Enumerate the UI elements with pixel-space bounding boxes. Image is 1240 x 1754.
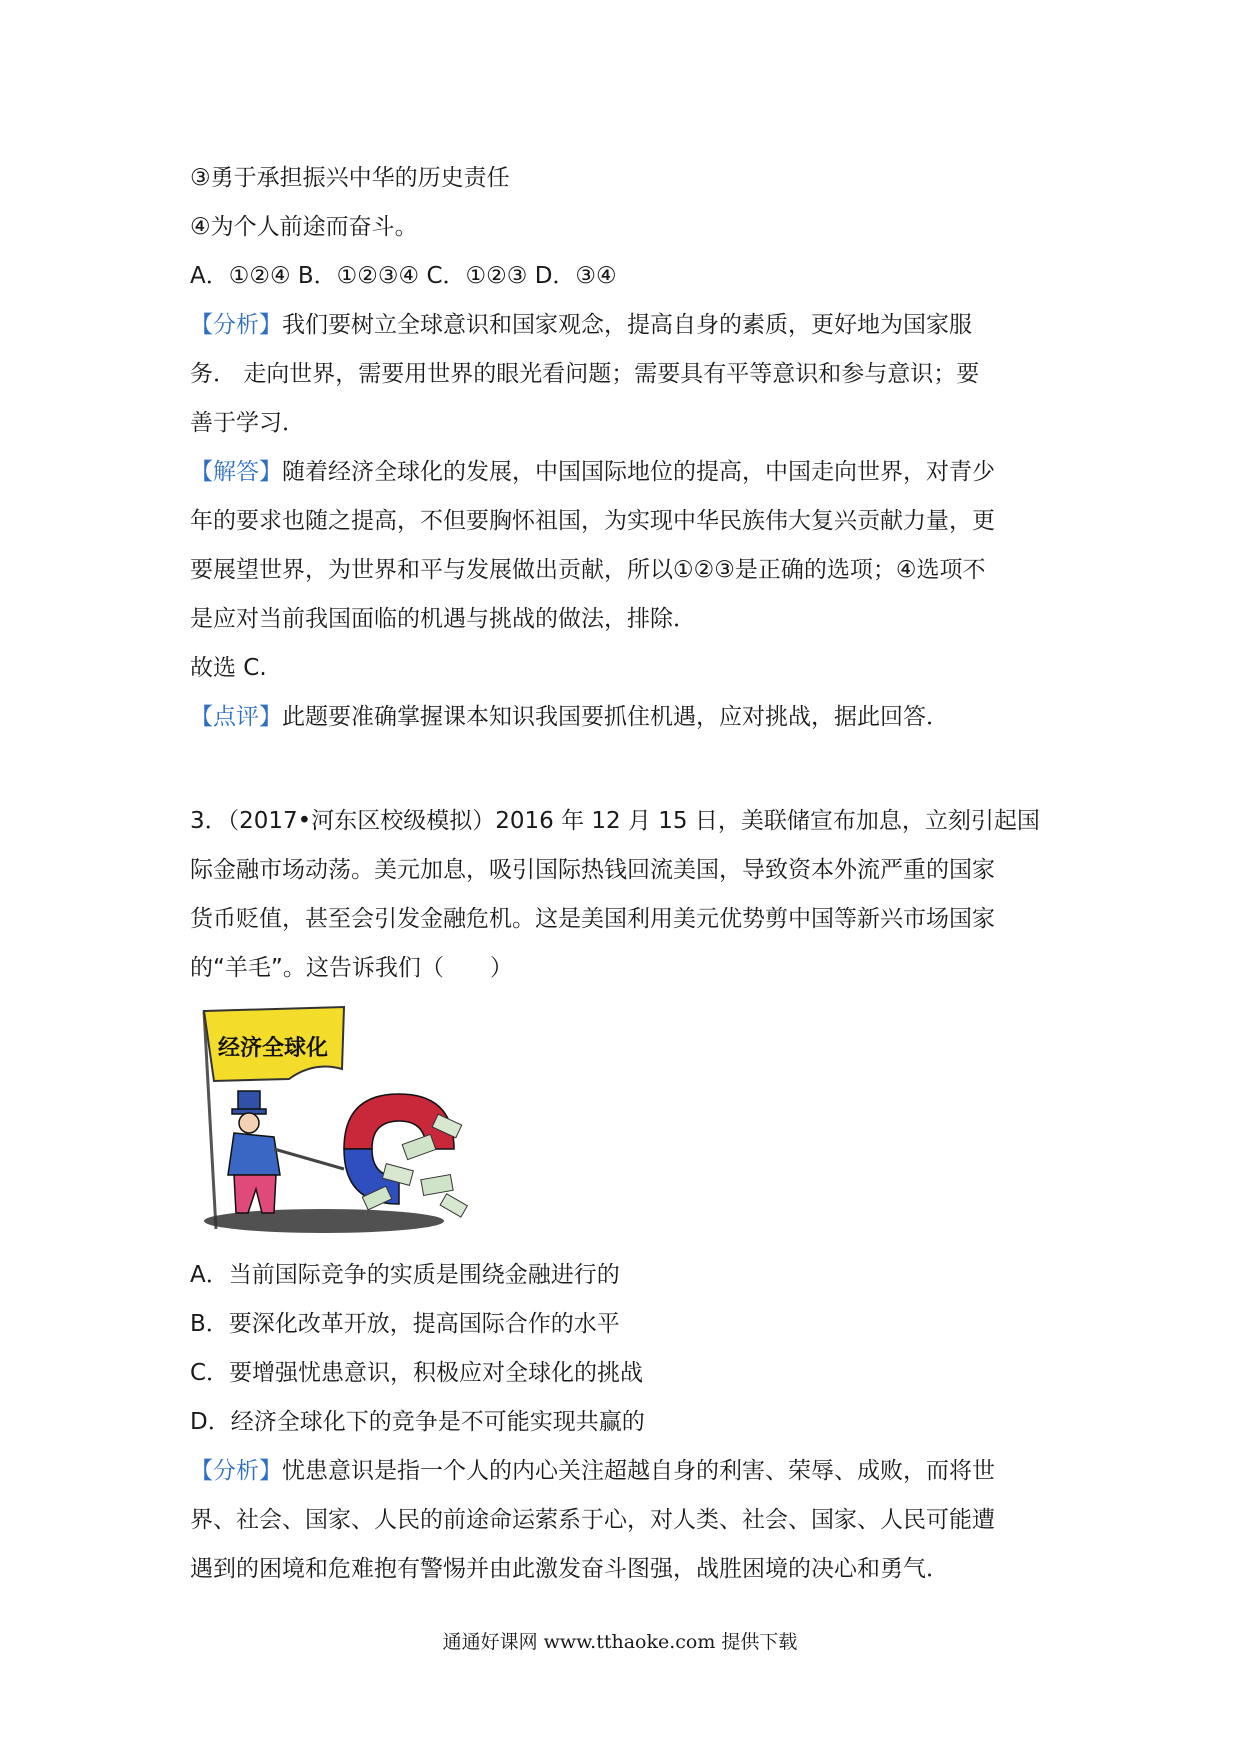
q3-analysis-line-3: 遇到的困境和危难抱有警惕并由此激发奋斗图强，战胜困境的决心和勇气．	[190, 1556, 949, 1582]
question-3-stem-line-2: 际金融市场动荡。美元加息，吸引国际热钱回流美国，导致资本外流严重的国家	[190, 857, 995, 883]
option-4-text: ④为个人前途而奋斗。	[190, 214, 418, 240]
option-a: A．当前国际竞争的实质是围绕金融进行的	[190, 1262, 620, 1288]
comment-text: 此题要准确掌握课本知识我国要抓住机遇，应对挑战，据此回答．	[282, 704, 949, 730]
flag-text: 经济全球化	[218, 1036, 329, 1061]
globalization-cartoon	[194, 999, 474, 1241]
choices-line: A．①②④ B．①②③④ C．①②③ D．③④	[190, 263, 617, 289]
q3-analysis-tag: 【分析】	[190, 1458, 282, 1484]
document-body	[190, 154, 1070, 1594]
option-b: B．要深化改革开放，提高国际合作的水平	[190, 1311, 620, 1337]
figure-coat	[228, 1133, 280, 1175]
answer-tag: 【解答】	[190, 459, 282, 485]
option-d: D．经济全球化下的竞争是不可能实现共赢的	[190, 1409, 645, 1435]
option-c: C．要增强忧患意识，积极应对全球化的挑战	[190, 1360, 644, 1386]
question-3-stem-line-3: 货币贬值，甚至会引发金融危机。这是美国利用美元优势剪中国等新兴市场国家	[190, 906, 995, 932]
comment-tag: 【点评】	[190, 704, 282, 730]
answer-line-3: 要展望世界，为世界和平与发展做出贡献，所以①②③是正确的选项；④选项不	[190, 557, 986, 583]
analysis-line-1	[190, 301, 1070, 350]
answer-line-2: 年的要求也随之提高，不但要胸怀祖国，为实现中华民族伟大复兴贡献力量，更	[190, 508, 995, 534]
q3-analysis-line-1	[190, 1447, 1070, 1496]
analysis-line-2: 务． 走向世界，需要用世界的眼光看问题；需要具有平等意识和参与意识；要	[190, 361, 980, 387]
analysis-tag: 【分析】	[190, 312, 282, 338]
figure-head	[239, 1113, 259, 1133]
question-3-stem-line-1: 3．（2017•河东区校级模拟）2016 年 12 月 15 日，美联储宣布加息，立刻引起国	[190, 808, 1040, 834]
comment-line	[190, 693, 1070, 742]
analysis-text: 我们要树立全球意识和国家观念，提高自身的素质，更好地为国家服	[282, 312, 972, 338]
footer-source: 通通好课网 www.tthaoke.com 提供下载	[442, 1631, 798, 1653]
analysis-line-3: 善于学习．	[190, 410, 305, 436]
uncle-sam-hat	[238, 1091, 260, 1111]
question-3-stem-line-4: 的“羊毛”。这告诉我们（ ）	[190, 955, 513, 981]
spacer	[190, 742, 1070, 797]
answer-line-4: 是应对当前我国面临的机遇与挑战的做法，排除．	[190, 606, 696, 632]
option-3-text: ③勇于承担振兴中华的历史责任	[190, 165, 510, 191]
answer-text: 随着经济全球化的发展，中国国际地位的提高，中国走向世界，对青少	[282, 459, 995, 485]
q3-analysis-text: 忧患意识是指一个人的内心关注超越自身的利害、荣辱、成败，而将世	[282, 1458, 995, 1484]
q3-analysis-line-2: 界、社会、国家、人民的前途命运萦系于心，对人类、社会、国家、人民可能遭	[190, 1507, 995, 1533]
selected-answer: 故选 C.	[190, 655, 267, 681]
answer-line-1	[190, 448, 1070, 497]
